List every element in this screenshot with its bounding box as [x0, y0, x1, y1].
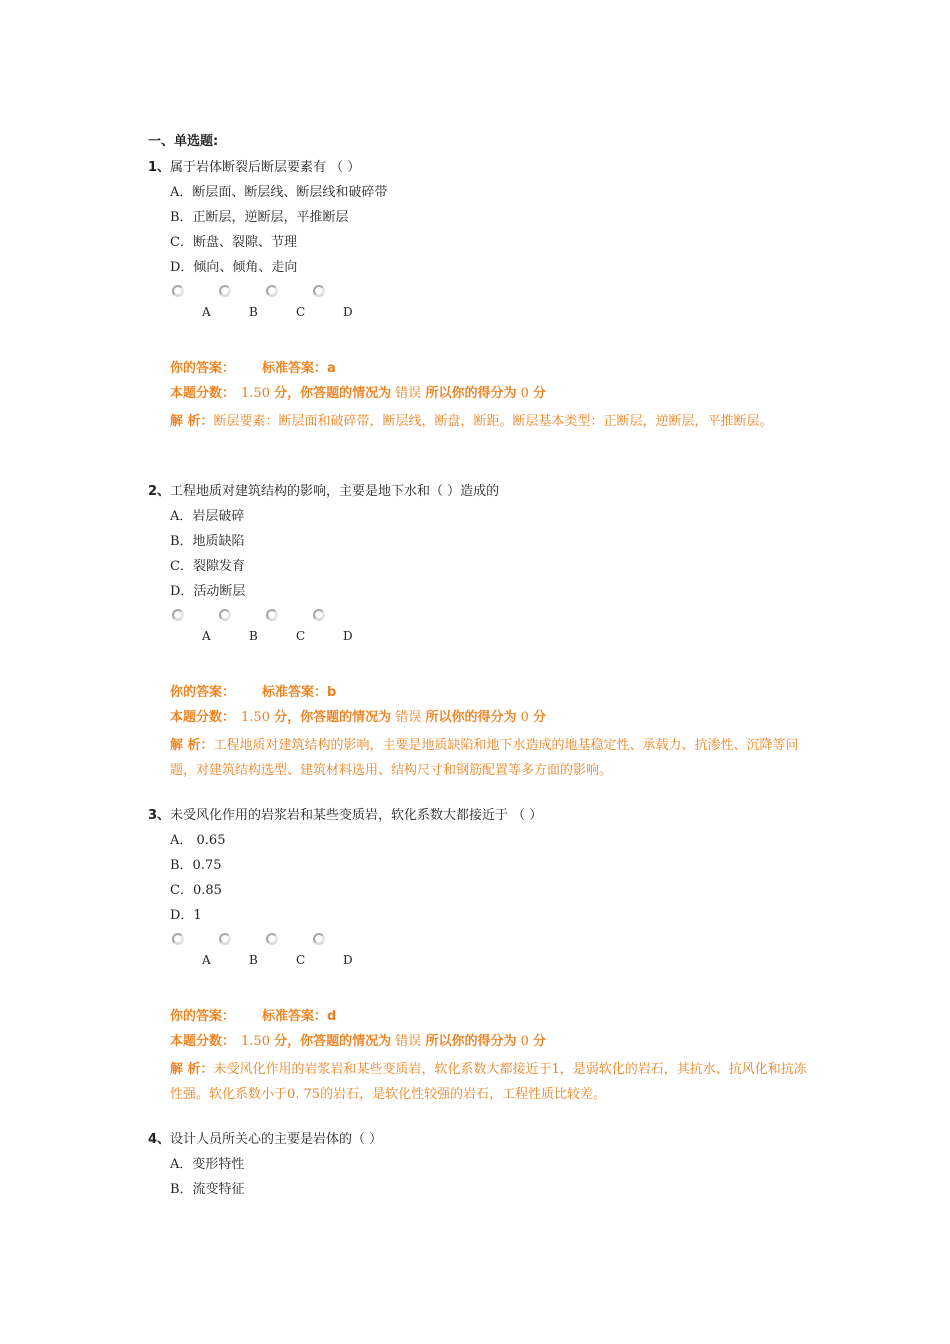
score-value: 1.50: [241, 1034, 270, 1049]
option-d: D．活动断层: [170, 584, 246, 599]
situation-value: 错误: [395, 1034, 422, 1049]
question-text: 设计人员所关心的主要是岩体的（ ）: [170, 1132, 383, 1147]
radio-b[interactable]: [219, 933, 231, 945]
section-title: 一、单选题:: [148, 134, 219, 149]
radio-a[interactable]: [172, 609, 184, 621]
option-a: A． 0.65: [170, 833, 226, 848]
standard-answer-label: 标准答案：: [262, 1009, 328, 1024]
score-unit: 分，: [274, 386, 301, 401]
score-label: 本题分数：: [170, 1034, 236, 1049]
question-text: 工程地质对建筑结构的影响，主要是地下水和（ ）造成的: [170, 484, 500, 499]
option-c: C．0.85: [170, 883, 222, 898]
result-label: 所以你的得分为: [425, 1034, 517, 1049]
score-value: 1.50: [241, 386, 270, 401]
score-unit: 分，: [274, 1034, 301, 1049]
result-unit: 分: [533, 710, 547, 725]
radio-label-d: D: [343, 629, 353, 643]
answer-radio-group: [172, 607, 828, 629]
question-number: 1、: [148, 160, 171, 175]
radio-d[interactable]: [313, 285, 325, 297]
option-b: B．正断层，逆断层，平推断层: [170, 210, 349, 225]
answer-feedback: [170, 359, 810, 434]
question-number: 4、: [148, 1132, 171, 1147]
situation-label: 你答题的情况为: [300, 710, 392, 725]
radio-label-d: D: [343, 305, 353, 319]
option-c: C．裂隙发育: [170, 559, 245, 574]
radio-label-c: C: [296, 953, 306, 967]
radio-d[interactable]: [313, 609, 325, 621]
score-value: 1.50: [241, 710, 270, 725]
result-value: 0: [520, 1034, 529, 1049]
radio-label-b: B: [249, 629, 258, 643]
radio-label-d: D: [343, 953, 353, 967]
standard-answer: d: [327, 1009, 337, 1024]
result-value: 0: [520, 710, 529, 725]
situation-label: 你答题的情况为: [300, 1034, 392, 1049]
situation-label: 你答题的情况为: [300, 386, 392, 401]
score-label: 本题分数：: [170, 386, 236, 401]
radio-label-b: B: [249, 953, 258, 967]
radio-label-a: A: [202, 305, 211, 319]
question-stem: [148, 158, 828, 183]
score-unit: 分，: [274, 710, 301, 725]
situation-value: 错误: [395, 386, 422, 401]
standard-answer: b: [327, 685, 337, 700]
radio-label-b: B: [249, 305, 258, 319]
score-label: 本题分数：: [170, 710, 236, 725]
radio-b[interactable]: [219, 285, 231, 297]
standard-answer-label: 标准答案：: [262, 361, 328, 376]
question-stem: [148, 806, 828, 831]
analysis-text: 工程地质对建筑结构的影响，主要是地质缺陷和地下水造成的地基稳定性、承载力、抗渗性、沉降等问题，对建筑结构选型、建筑材料选用、结构尺寸和钢筋配置等多方面的影响。: [170, 738, 799, 778]
radio-label-c: C: [296, 305, 306, 319]
radio-label-c: C: [296, 629, 306, 643]
question-text: 属于岩体断裂后断层要素有 （ ）: [170, 160, 361, 175]
option-a: A．岩层破碎: [170, 509, 245, 524]
option-d: D．倾向、倾角、走向: [170, 260, 298, 275]
radio-d[interactable]: [313, 933, 325, 945]
option-a: A．断层面、断层线、断层线和破碎带: [170, 185, 388, 200]
radio-labels: [170, 953, 828, 973]
radio-labels: [170, 305, 828, 325]
option-d: D．1: [170, 908, 202, 923]
answer-radio-group: [172, 283, 828, 305]
radio-label-a: A: [202, 953, 211, 967]
option-b: B．0.75: [170, 858, 222, 873]
standard-answer: a: [327, 361, 336, 376]
answer-feedback: [170, 683, 810, 783]
result-label: 所以你的得分为: [425, 710, 517, 725]
answer-radio-group: [172, 931, 828, 953]
question-number: 3、: [148, 808, 171, 823]
radio-c[interactable]: [266, 933, 278, 945]
option-c: C．断盘、裂隙、节理: [170, 235, 297, 250]
option-a: A．变形特性: [170, 1157, 245, 1172]
option-b: B．流变特征: [170, 1182, 245, 1197]
question-stem: [148, 1130, 828, 1155]
your-answer-label: 你的答案：: [170, 685, 236, 700]
result-label: 所以你的得分为: [425, 386, 517, 401]
result-unit: 分: [533, 1034, 547, 1049]
question-number: 2、: [148, 484, 171, 499]
standard-answer-label: 标准答案：: [262, 685, 328, 700]
radio-a[interactable]: [172, 285, 184, 297]
radio-labels: [170, 629, 828, 649]
your-answer-label: 你的答案：: [170, 1009, 236, 1024]
question-stem: [148, 482, 828, 507]
radio-a[interactable]: [172, 933, 184, 945]
result-unit: 分: [533, 386, 547, 401]
situation-value: 错误: [395, 710, 422, 725]
result-value: 0: [520, 386, 529, 401]
question-3: [148, 806, 828, 1107]
radio-c[interactable]: [266, 609, 278, 621]
analysis-label: 解 析：: [170, 1062, 214, 1077]
question-4: [148, 1130, 828, 1205]
question-text: 未受风化作用的岩浆岩和某些变质岩，软化系数大都接近于 （ ）: [170, 808, 543, 823]
radio-c[interactable]: [266, 285, 278, 297]
radio-b[interactable]: [219, 609, 231, 621]
option-b: B．地质缺陷: [170, 534, 245, 549]
question-2: [148, 482, 828, 783]
analysis-label: 解 析：: [170, 738, 214, 753]
analysis-text: 未受风化作用的岩浆岩和某些变质岩，软化系数大都接近于1，是弱软化的岩石，其抗水、抗风化和抗冻性强。软化系数小于0. 75的岩石，是软化性较强的岩石，工程性质比较差。: [170, 1062, 807, 1102]
your-answer-label: 你的答案：: [170, 361, 236, 376]
radio-label-a: A: [202, 629, 211, 643]
analysis-text: 断层要素：断层面和破碎带，断层线，断盘，断距。断层基本类型：正断层，逆断层，平推断层。: [213, 414, 773, 429]
question-1: [148, 158, 828, 434]
answer-feedback: [170, 1007, 810, 1107]
analysis-label: 解 析：: [170, 414, 214, 429]
